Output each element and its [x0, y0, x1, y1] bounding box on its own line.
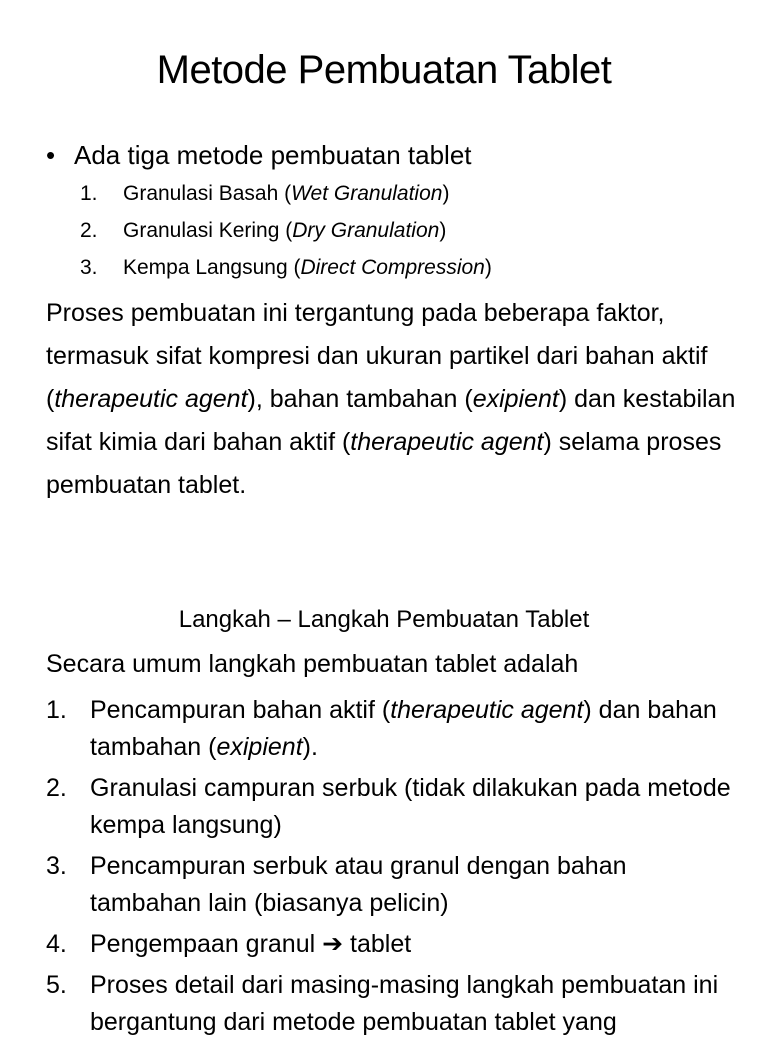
method-name: Kempa Langsung ( — [123, 256, 301, 279]
step-text-part: ). — [302, 733, 318, 761]
method-number: 3. — [80, 256, 98, 279]
bullet-item — [46, 140, 472, 171]
steps-list — [46, 692, 736, 1045]
arrow-icon: ➔ — [322, 930, 344, 958]
step-text: Pencampuran serbuk atau granul dengan bahan tambahan lain (biasanya pelicin) — [90, 852, 627, 917]
step-number: 2. — [46, 774, 67, 802]
paragraph-italic: therapeutic agent — [350, 428, 544, 456]
method-english: Dry Granulation — [292, 219, 440, 242]
paragraph-text: ) selama proses pembuatan tablet. — [46, 428, 722, 499]
step-number: 3. — [46, 852, 67, 880]
method-text — [123, 182, 449, 219]
step-item — [46, 848, 736, 922]
method-english: Wet Granulation — [291, 182, 443, 205]
step-item — [46, 967, 736, 1041]
method-item — [80, 219, 492, 256]
method-text — [123, 256, 492, 293]
step-text: Proses detail dari masing-masing langkah pembuatan ini bergantung dari metode pembuatan tablet yang — [90, 971, 719, 1036]
step-text-part: ) dan bahan tambahan ( — [90, 696, 717, 761]
step-text — [90, 692, 736, 766]
step-item — [46, 770, 736, 844]
paragraph-text: ), bahan tambahan ( — [247, 385, 473, 413]
step-number: 4. — [46, 930, 67, 958]
step-number: 1. — [46, 696, 67, 724]
bullet-dot: • — [46, 140, 56, 170]
paragraph-italic: therapeutic agent — [54, 385, 248, 413]
method-item — [80, 182, 492, 219]
step-text: Granulasi campuran serbuk (tidak dilakukan pada metode kempa langsung) — [90, 774, 731, 839]
step-text-part: Pengempaan granul — [90, 930, 323, 958]
step-number: 5. — [46, 971, 67, 999]
step-text — [90, 926, 736, 963]
methods-list — [80, 182, 492, 293]
section-title: Langkah – Langkah Pembuatan Tablet — [178, 606, 590, 633]
step-italic: exipient — [216, 733, 303, 761]
intro-text: Secara umum langkah pembuatan tablet adalah — [46, 650, 579, 678]
method-name: Granulasi Basah ( — [123, 182, 292, 205]
description-paragraph — [46, 292, 736, 507]
method-close: ) — [442, 182, 450, 205]
step-italic: therapeutic agent — [390, 696, 584, 724]
paragraph-text: Proses pembuatan ini tergantung pada beberapa faktor, termasuk sifat kompresi dan ukuran partikel dari bahan aktif ( — [46, 299, 708, 413]
bullet-text: Ada tiga metode pembuatan tablet — [74, 140, 472, 170]
method-name: Granulasi Kering ( — [123, 219, 293, 242]
page-title: Metode Pembuatan Tablet — [156, 48, 612, 92]
method-number: 2. — [80, 219, 98, 242]
paragraph-italic: exipient — [472, 385, 559, 413]
step-item — [46, 692, 736, 766]
method-english: Direct Compression — [300, 256, 485, 279]
method-close: ) — [484, 256, 492, 279]
step-item — [46, 926, 736, 963]
method-number: 1. — [80, 182, 98, 205]
step-text-part: Pencampuran bahan aktif ( — [90, 696, 391, 724]
step-text-part: tablet — [343, 930, 412, 958]
method-close: ) — [439, 219, 447, 242]
method-item — [80, 256, 492, 293]
paragraph-text: ) dan kestabilan sifat kimia dari bahan aktif ( — [46, 385, 736, 456]
method-text — [123, 219, 446, 256]
